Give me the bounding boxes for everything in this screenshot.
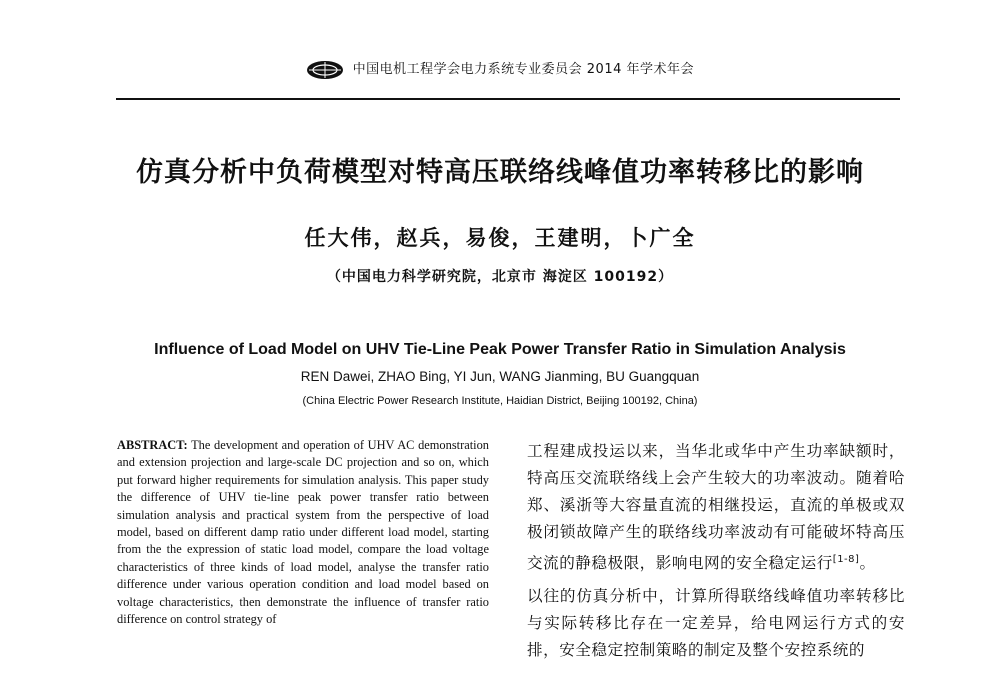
- abstract-text: The development and operation of UHV AC demonstration and extension projection and large-scale DC projection and so on, which put forward higher requirements for simulation analysis. This paper study the difference of UHV tie-line peak power transfer ratio between simulation analysis and practical system from the perspective of load model, based on different damp ratio under different load model, starting from the the expression of static load model, compare the load voltage characteristics of three kinds of load model, analyse the transfer ratio difference under various operation condition and load model based on voltage characteristics, then demonstrate the influence of transfer ratio difference on control strategy of: [117, 438, 489, 627]
- body-paragraph-1: [527, 438, 905, 577]
- authors-cn: 任大伟，赵兵，易俊，王建明，卜广全: [304, 226, 696, 250]
- conference-header: [0, 58, 1000, 80]
- paper-title-en: Influence of Load Model on UHV Tie-Line Peak Power Transfer Ratio in Simulation Analysis: [154, 341, 846, 358]
- abstract-en: [117, 437, 489, 628]
- society-logo-icon: [306, 60, 344, 80]
- affiliation-en: (China Electric Power Research Institute, Haidian District, Beijing 100192, China): [302, 395, 698, 407]
- body-paragraph-1-text: 工程建成投运以来，当华北或华中产生功率缺额时，特高压交流联络线上会产生较大的功率波动。随着哈郑、溪浙等大容量直流的相继投运，直流的单极或双极闭锁故障产生的联络线功率波动有可能破坏特高压交流的静稳极限，影响电网的安全稳定运行: [527, 442, 905, 573]
- paper-title-cn: 仿真分析中负荷模型对特高压联络线峰值功率转移比的影响: [136, 157, 864, 188]
- body-text-cn: [527, 438, 905, 664]
- body-paragraph-2: 以往的仿真分析中，计算所得联络线峰值功率转移比与实际转移比存在一定差异，给电网运行方式的安排，安全稳定控制策略的制定及整个安控系统的: [527, 587, 905, 660]
- affiliation-cn: （中国电力科学研究院，北京市 海淀区 100192）: [326, 269, 674, 285]
- citation-ref: [1-8]: [832, 554, 860, 565]
- authors-en: REN Dawei, ZHAO Bing, YI Jun, WANG Jianming, BU Guangquan: [300, 369, 700, 384]
- header-divider: [116, 98, 900, 100]
- body-paragraph-1-end: 。: [859, 554, 876, 573]
- conference-name: 中国电机工程学会电力系统专业委员会 2014 年学术年会: [352, 62, 694, 77]
- abstract-label: ABSTRACT:: [117, 438, 188, 452]
